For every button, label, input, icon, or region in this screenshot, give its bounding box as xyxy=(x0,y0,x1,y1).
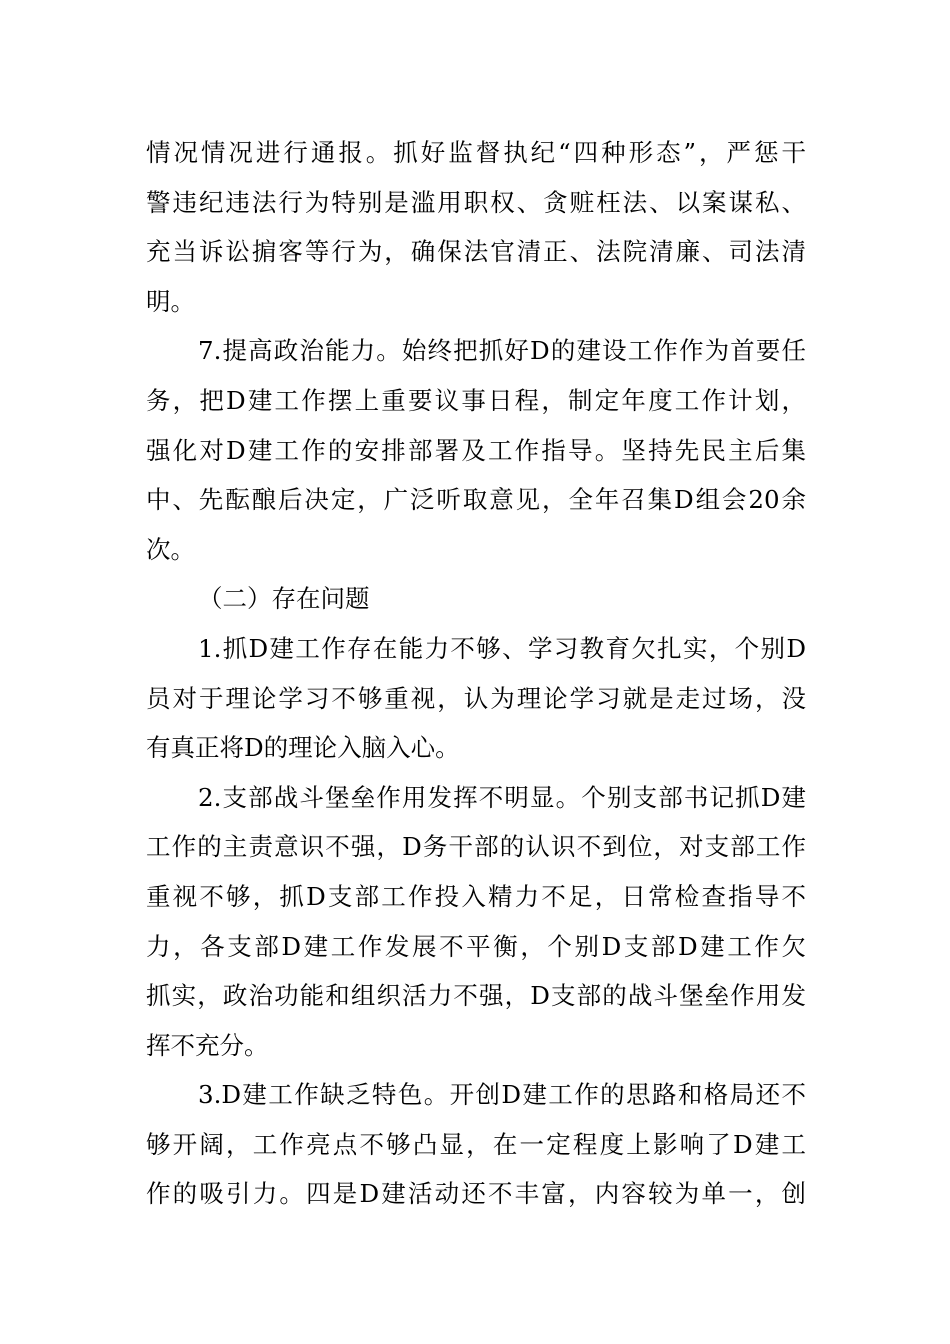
text-line: 情况情况进行通报。抓好监督执纪“四种形态”，严惩干 xyxy=(146,138,806,167)
text-line: 充当诉讼掮客等行为，确保法官清正、法院清廉、司法清 xyxy=(146,237,806,267)
text-line: 3.D建工作缺乏特色。开创D建工作的思路和格局还不 xyxy=(198,1080,806,1110)
text-line: 有真正将D的理论入脑入心。 xyxy=(146,733,460,763)
text-line: 挥不充分。 xyxy=(146,1030,269,1060)
text-line: 警违纪违法行为特别是滥用职权、贪赃枉法、以案谋私、 xyxy=(146,187,806,217)
section-heading: （二）存在问题 xyxy=(198,584,370,614)
text-line: 够开阔，工作亮点不够凸显，在一定程度上影响了D建工 xyxy=(146,1129,806,1159)
text-line: 重视不够，抓D支部工作投入精力不足，日常检查指导不 xyxy=(146,881,806,911)
text-line: 抓实，政治功能和组织活力不强，D支部的战斗堡垒作用发 xyxy=(146,981,806,1011)
text-line: 强化对D建工作的安排部署及工作指导。坚持先民主后集 xyxy=(146,435,806,465)
document-body xyxy=(146,128,806,1219)
text-line: 1.抓D建工作存在能力不够、学习教育欠扎实，个别D xyxy=(198,633,806,663)
text-line: 中、先酝酿后决定，广泛听取意见，全年召集D组会20余 xyxy=(146,485,806,515)
text-line: 务，把D建工作摆上重要议事日程，制定年度工作计划， xyxy=(146,385,806,415)
text-line: 明。 xyxy=(146,286,195,316)
text-line: 2.支部战斗堡垒作用发挥不明显。个别支部书记抓D建 xyxy=(198,782,806,812)
text-line: 员对于理论学习不够重视，认为理论学习就是走过场，没 xyxy=(146,683,806,713)
text-line: 工作的主责意识不强，D务干部的认识不到位，对支部工作 xyxy=(146,832,806,862)
text-line: 7.提高政治能力。始终把抓好D的建设工作作为首要任 xyxy=(198,336,806,366)
text-line: 作的吸引力。四是D建活动还不丰富，内容较为单一，创 xyxy=(146,1179,806,1209)
text-line: 力，各支部D建工作发展不平衡，个别D支部D建工作欠 xyxy=(146,931,806,961)
text-line: 次。 xyxy=(146,534,195,564)
